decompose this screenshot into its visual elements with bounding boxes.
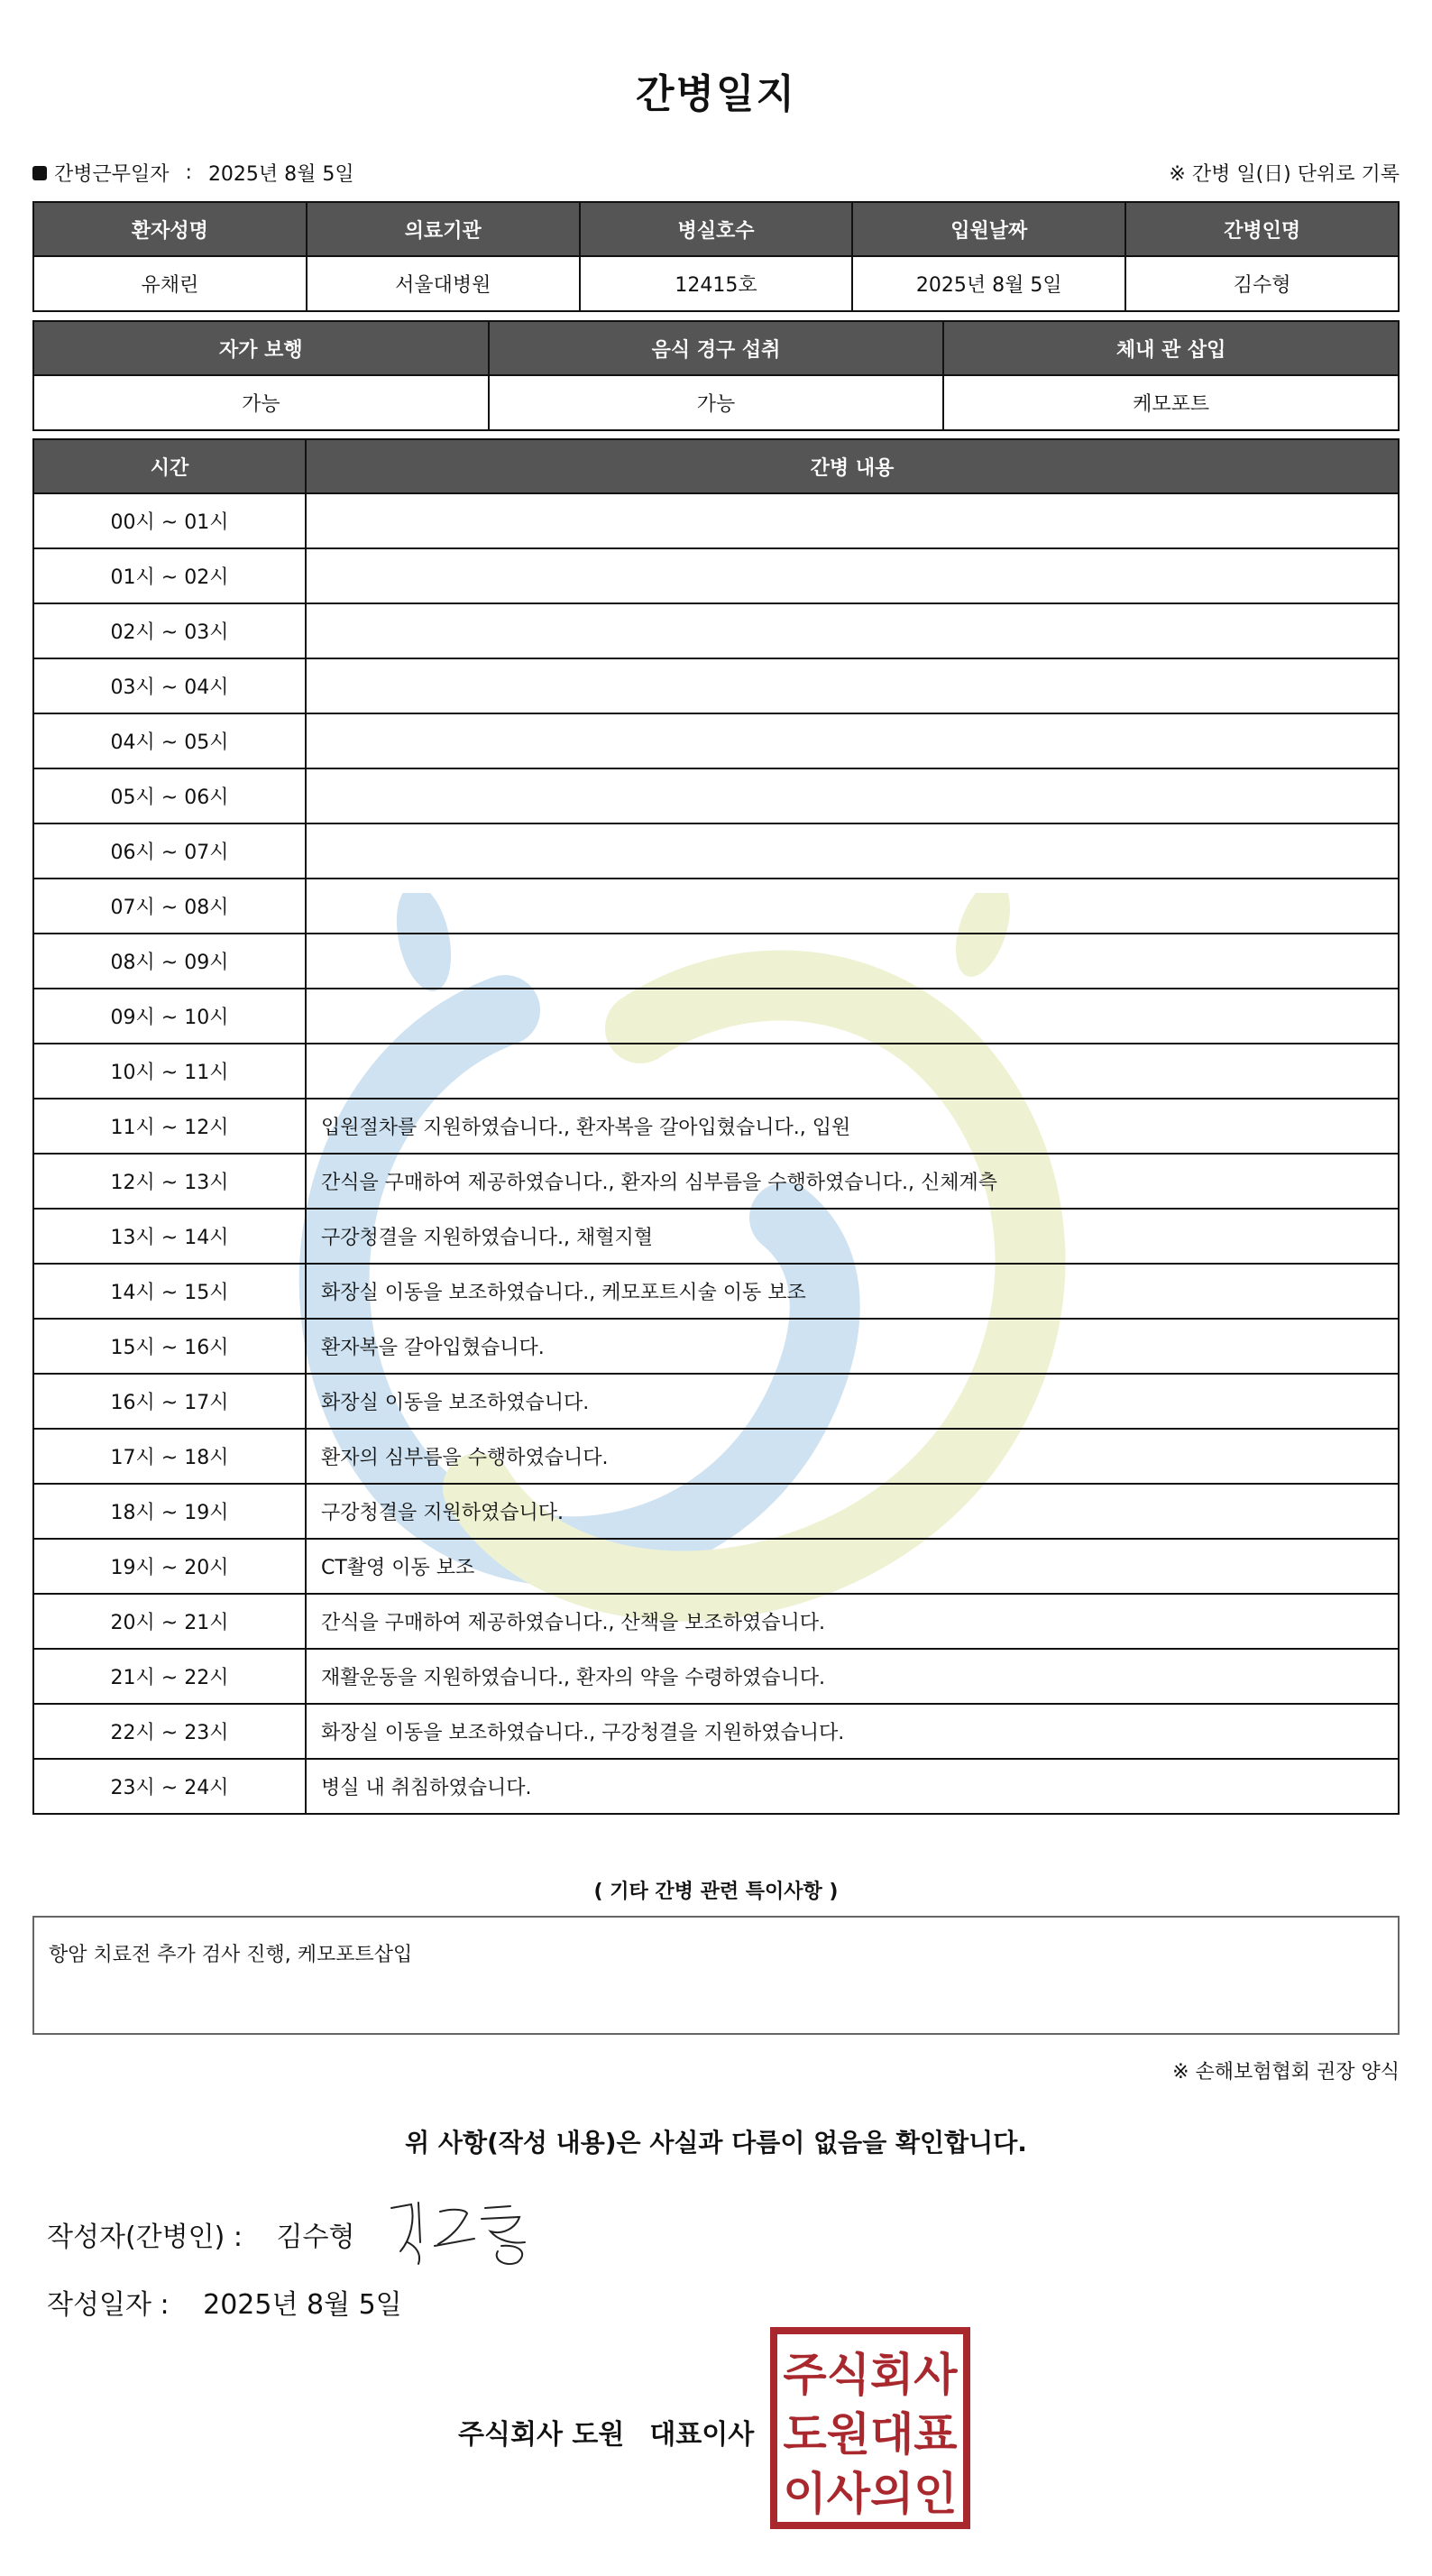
schedule-content: 화장실 이동을 보조하였습니다., 구강청결을 지원하였습니다.: [306, 1704, 1399, 1759]
header-room-number: 병실호수: [580, 202, 853, 256]
company-title: 대표이사: [649, 2419, 755, 2451]
schedule-time: 19시 ~ 20시: [33, 1539, 306, 1594]
schedule-content: [306, 548, 1399, 603]
schedule-content: 간식을 구매하여 제공하였습니다., 산책을 보조하였습니다.: [306, 1594, 1399, 1649]
status-info-header-row: [33, 321, 1399, 375]
schedule-row: [33, 1264, 1399, 1319]
schedule-row: [33, 713, 1399, 768]
schedule-row: [33, 548, 1399, 603]
schedule-row: [33, 934, 1399, 989]
header-oral-intake: 음식 경구 섭취: [489, 321, 944, 375]
oral-intake-value: 가능: [489, 375, 944, 430]
schedule-row: [33, 493, 1399, 548]
notes-title: ( 기타 간병 관련 특이사항 ): [593, 1881, 839, 1903]
schedule-time: 18시 ~ 19시: [33, 1484, 306, 1539]
schedule-time: 05시 ~ 06시: [33, 768, 306, 823]
schedule-time: 10시 ~ 11시: [33, 1044, 306, 1099]
schedule-content: [306, 1044, 1399, 1099]
work-date-separator: :: [185, 161, 192, 184]
writer-row: [47, 2214, 354, 2254]
header-tube-insertion: 체내 관 삽입: [943, 321, 1399, 375]
schedule-time: 03시 ~ 04시: [33, 658, 306, 713]
schedule-content: [306, 658, 1399, 713]
schedule-time: 14시 ~ 15시: [33, 1264, 306, 1319]
schedule-time: 13시 ~ 14시: [33, 1209, 306, 1264]
signature-image: [384, 2192, 565, 2273]
schedule-row: [33, 768, 1399, 823]
schedule-row: [33, 1099, 1399, 1154]
schedule-content: 구강청결을 지원하였습니다., 채혈지혈: [306, 1209, 1399, 1264]
notes-box: [32, 1916, 1400, 2035]
schedule-row: [33, 1154, 1399, 1209]
schedule-time: 17시 ~ 18시: [33, 1429, 306, 1484]
schedule-row: [33, 658, 1399, 713]
company-name: 주식회사 도원: [458, 2419, 625, 2451]
header-time: 시간: [33, 439, 306, 493]
schedule-row: [33, 1594, 1399, 1649]
schedule-time: 16시 ~ 17시: [33, 1374, 306, 1429]
company-signature-line: [458, 2412, 754, 2452]
schedule-body: [33, 493, 1399, 1814]
schedule-row: [33, 1704, 1399, 1759]
schedule-row: [33, 879, 1399, 934]
patient-name: 유채린: [33, 256, 307, 311]
schedule-time: 09시 ~ 10시: [33, 989, 306, 1044]
schedule-row: [33, 1649, 1399, 1704]
schedule-content: [306, 879, 1399, 934]
work-date-row: [32, 159, 1400, 186]
patient-info-table: [32, 201, 1400, 312]
schedule-time: 08시 ~ 09시: [33, 934, 306, 989]
schedule-row: [33, 603, 1399, 658]
schedule-row: [33, 1374, 1399, 1429]
hospital-name: 서울대병원: [307, 256, 580, 311]
schedule-time: 15시 ~ 16시: [33, 1319, 306, 1374]
schedule-row: [33, 823, 1399, 879]
writer-label: 작성자(간병인) :: [47, 2222, 243, 2253]
schedule-content: 구강청결을 지원하였습니다.: [306, 1484, 1399, 1539]
notes-content: 항암 치료전 추가 검사 진행, 케모포트삽입: [49, 1944, 413, 1966]
company-seal-stamp: [770, 2327, 970, 2529]
room-number: 12415호: [580, 256, 853, 311]
schedule-content: [306, 713, 1399, 768]
schedule-time: 11시 ~ 12시: [33, 1099, 306, 1154]
schedule-time: 23시 ~ 24시: [33, 1759, 306, 1814]
schedule-content: [306, 493, 1399, 548]
record-note: ※ 간병 일(日) 단위로 기록: [1169, 163, 1400, 186]
schedule-time: 07시 ~ 08시: [33, 879, 306, 934]
written-date-row: [47, 2282, 402, 2322]
header-self-walking: 자가 보행: [33, 321, 489, 375]
written-date-label: 작성일자 :: [47, 2289, 170, 2321]
bullet-square-icon: [32, 166, 47, 180]
schedule-time: 00시 ~ 01시: [33, 493, 306, 548]
schedule-content: 재활운동을 지원하였습니다., 환자의 약을 수령하였습니다.: [306, 1649, 1399, 1704]
schedule-row: [33, 1209, 1399, 1264]
schedule-content: [306, 768, 1399, 823]
confirmation-statement: 위 사항(작성 내용)은 사실과 다름이 없음을 확인합니다.: [405, 2128, 1027, 2157]
schedule-time: 02시 ~ 03시: [33, 603, 306, 658]
schedule-row: [33, 1044, 1399, 1099]
schedule-time: 21시 ~ 22시: [33, 1649, 306, 1704]
status-info-table: [32, 320, 1400, 431]
schedule-row: [33, 1319, 1399, 1374]
header-admission-date: 입원날짜: [852, 202, 1125, 256]
patient-info-value-row: [33, 256, 1399, 311]
patient-info-header-row: [33, 202, 1399, 256]
header-care-content: 간병 내용: [306, 439, 1399, 493]
schedule-content: [306, 989, 1399, 1044]
schedule-content: 입원절차를 지원하였습니다., 환자복을 갈아입혔습니다., 입원: [306, 1099, 1399, 1154]
admission-date: 2025년 8월 5일: [852, 256, 1125, 311]
schedule-row: [33, 989, 1399, 1044]
schedule-content: 화장실 이동을 보조하였습니다., 케모포트시술 이동 보조: [306, 1264, 1399, 1319]
caregiver-name: 김수형: [1125, 256, 1399, 311]
care-schedule-table: [32, 438, 1400, 1815]
self-walking-value: 가능: [33, 375, 489, 430]
tube-insertion-value: 케모포트: [943, 375, 1399, 430]
schedule-content: 병실 내 취침하였습니다.: [306, 1759, 1399, 1814]
written-date-value: 2025년 8월 5일: [203, 2289, 402, 2321]
schedule-content: 간식을 구매하여 제공하였습니다., 환자의 심부름을 수행하였습니다., 신체계측: [306, 1154, 1399, 1209]
schedule-content: 환자의 심부름을 수행하였습니다.: [306, 1429, 1399, 1484]
seal-line-3: 이사의인: [783, 2468, 958, 2520]
schedule-content: [306, 934, 1399, 989]
seal-line-2: 도원대표: [783, 2408, 958, 2461]
schedule-time: 01시 ~ 02시: [33, 548, 306, 603]
status-info-value-row: [33, 375, 1399, 430]
schedule-row: [33, 1539, 1399, 1594]
schedule-content: [306, 603, 1399, 658]
schedule-row: [33, 1429, 1399, 1484]
work-date-label: 간병근무일자: [54, 163, 170, 186]
schedule-content: [306, 823, 1399, 879]
header-caregiver-name: 간병인명: [1125, 202, 1399, 256]
schedule-content: 화장실 이동을 보조하였습니다.: [306, 1374, 1399, 1429]
seal-line-1: 주식회사: [783, 2349, 958, 2401]
header-patient-name: 환자성명: [33, 202, 307, 256]
schedule-time: 20시 ~ 21시: [33, 1594, 306, 1649]
header-hospital: 의료기관: [307, 202, 580, 256]
schedule-row: [33, 1759, 1399, 1814]
schedule-time: 04시 ~ 05시: [33, 713, 306, 768]
document-title: 간병일지: [635, 71, 796, 117]
schedule-content: 환자복을 갈아입혔습니다.: [306, 1319, 1399, 1374]
writer-name: 김수형: [276, 2222, 355, 2253]
recommendation-note: ※ 손해보험협회 권장 양식: [1172, 2061, 1400, 2084]
schedule-header-row: [33, 439, 1399, 493]
schedule-content: CT촬영 이동 보조: [306, 1539, 1399, 1594]
schedule-time: 12시 ~ 13시: [33, 1154, 306, 1209]
schedule-time: 06시 ~ 07시: [33, 823, 306, 879]
work-date-value: 2025년 8월 5일: [207, 163, 354, 186]
schedule-row: [33, 1484, 1399, 1539]
schedule-time: 22시 ~ 23시: [33, 1704, 306, 1759]
